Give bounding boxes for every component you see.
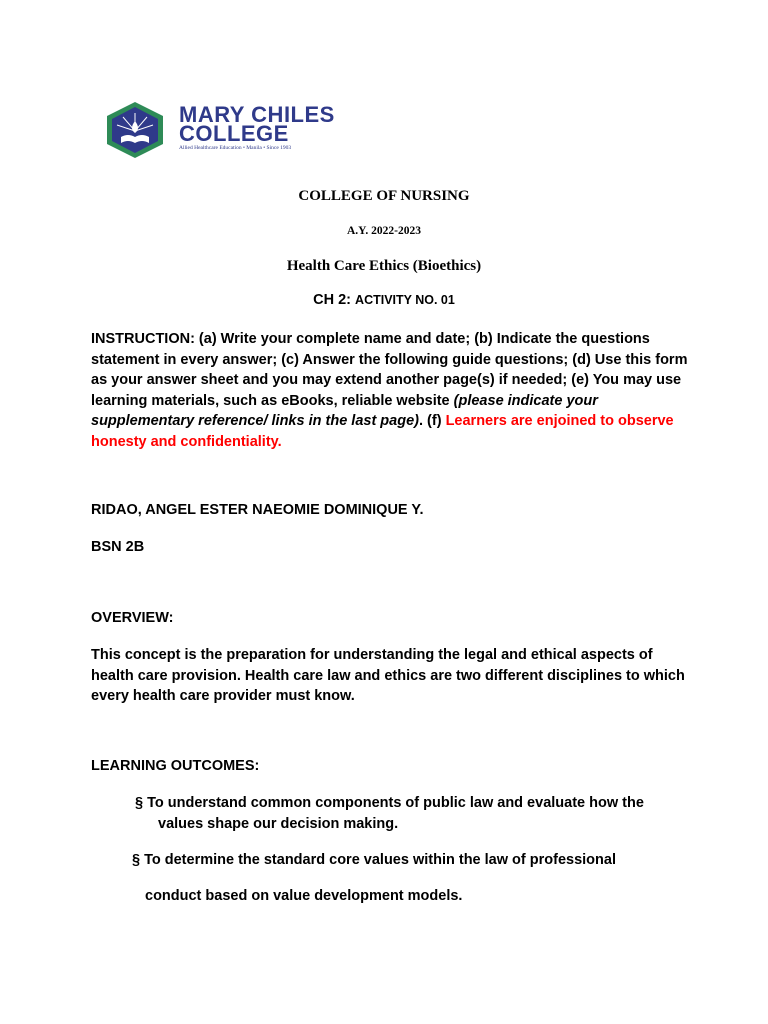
instruction-italic-note: (please indicate your supplementary reference/ links in the last page) (91, 392, 598, 429)
student-name: RIDAO, ANGEL ESTER NAEOMIE DOMINIQUE Y. (91, 502, 424, 518)
overview-text: This concept is the preparation for understanding the legal and ethical aspects of health care provision. Health care law and ethics are two different disciplines to which every health care provider must know. (91, 647, 685, 704)
outcome-item-2-line1: § To determine the standard core values within the law of professional (132, 852, 616, 868)
logo-tagline: Allied Healthcare Education • Manila • Since 1903 (179, 145, 292, 151)
college-logo (103, 101, 358, 159)
activity-number: ACTIVITY NO. 01 (355, 293, 455, 307)
academic-year: A.Y. 2022-2023 (346, 225, 421, 237)
logo-name-line1: MARY CHILES (179, 102, 335, 127)
course-title: Health Care Ethics (Bioethics) (286, 258, 482, 274)
activity-prefix: CH 2: (313, 292, 352, 308)
college-seal-icon (103, 101, 167, 159)
learning-outcomes-heading: LEARNING OUTCOMES: (91, 758, 260, 774)
student-section: BSN 2B (91, 539, 145, 555)
logo-wordmark (179, 102, 335, 146)
instruction-text-continued: . (f) (418, 413, 446, 429)
instruction-paragraph (91, 329, 691, 452)
activity-title (0, 292, 768, 308)
honesty-notice: Learners are enjoined to observe honesty and confidentiality. (91, 413, 674, 450)
logo-name-line2: COLLEGE (179, 121, 289, 146)
outcome-item-2-line2: conduct based on value development models. (145, 888, 463, 904)
college-heading: COLLEGE OF NURSING (298, 188, 470, 204)
outcome-item-1-line1: § To understand common components of public law and evaluate how the (135, 795, 644, 811)
instruction-text: INSTRUCTION: (a) Write your complete name and date; (b) Indicate the questions statement in every answer; (c) Answer the following guide questions; (d) Use this form as your answer sheet and you may extend another page(s) if needed; (e) You may use learning materials, such as eBooks, reliable website (91, 331, 688, 409)
overview-heading: OVERVIEW: (91, 610, 174, 626)
outcome-item-1-line2: values shape our decision making. (158, 816, 399, 832)
